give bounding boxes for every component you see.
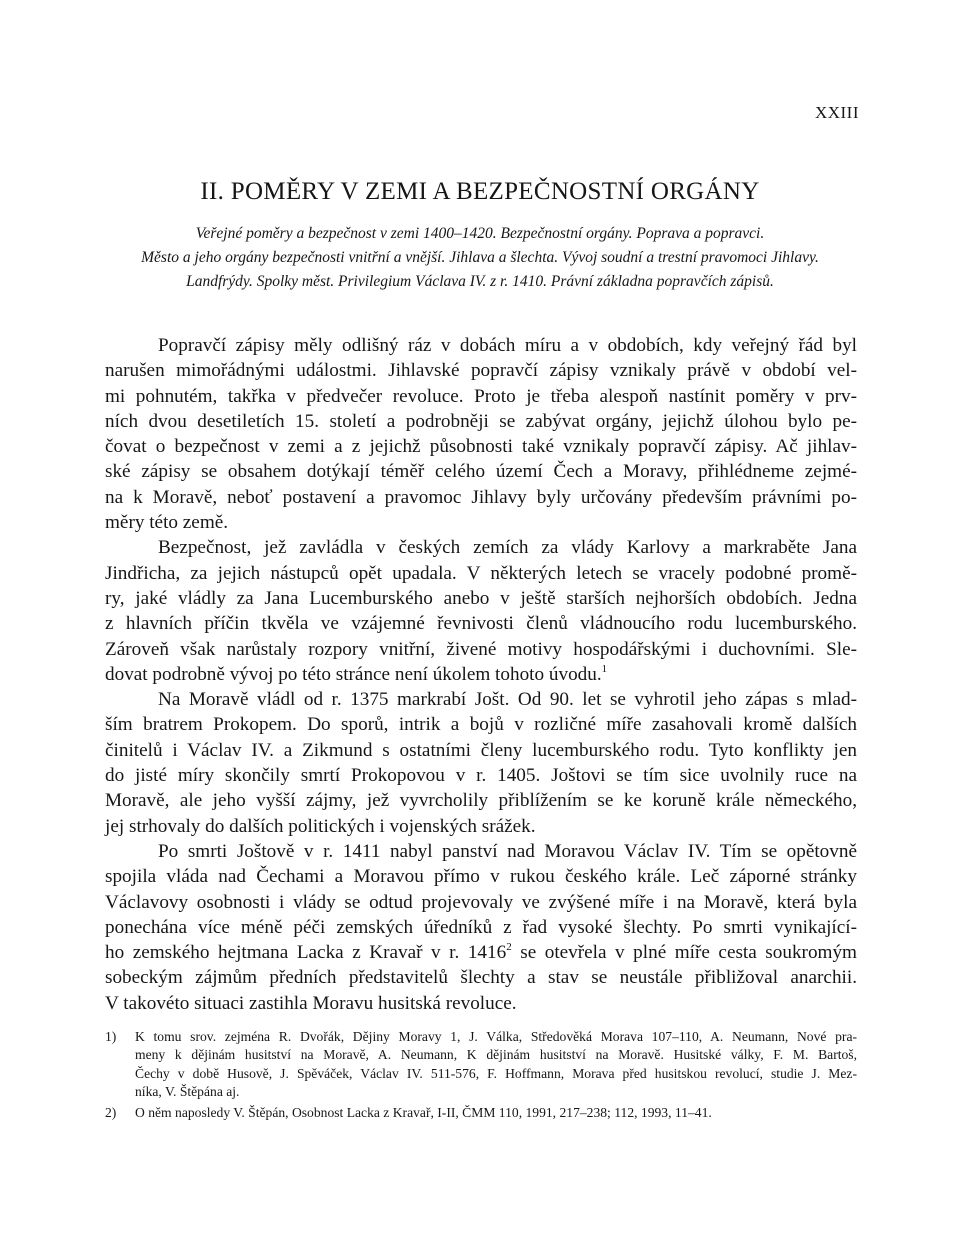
footnote-mark: 2) [105,1105,117,1121]
text-line: z hlavních příčin tkvěla ve vzájemné řevnivosti členů vládnoucího rodu lucemburského. [105,613,857,635]
footnote [105,1028,857,1101]
text-line: ry, jaké vládly za Jana Lucemburského anebo v ještě starších nejhorších obdobích. Jedna [105,587,857,609]
text-line: činitelů i Václav IV. a Zikmund s ostatními členy lucemburského rodu. Tyto konflikty jen [105,739,857,761]
text-line-with-footnote [105,662,857,687]
text-line: měry této země. [105,512,229,534]
summary-line: Veřejné poměry a bezpečnost v zemi 1400–1420. Bezpečnostní orgány. Poprava a popravci. [195,225,765,242]
text-fragment: ho zemského hejtmana Lacka z Kravař v r. 1416 [105,942,507,964]
text-line: ské zápisy se obsahem dotýkají téměř celého území Čech a Moravy, přihlédneme zejmé- [105,461,857,483]
chapter-summary [105,222,855,294]
text-line: ším bratrem Prokopem. Do sporů, intrik a bojů v rozličné míře zasahovali kromě dalších [105,714,857,736]
text-line: jej strhovaly do dalších politických i vojenských srážek. [105,815,536,837]
footnote-line: K tomu srov. zejména R. Dvořák, Dějiny Moravy 1, J. Válka, Středověká Morava 107–110, A. Neumann, Nové pra- [135,1029,857,1044]
footnote-ref: 2 [506,941,512,954]
text-line: Moravě, ale jeho vyšší zájmy, jež vyvrcholily přiblížením se ke koruně krále německého, [105,790,857,812]
text-line: do jisté míry skončily smrtí Prokopovou v r. 1405. Joštovi se tím sice uvolnily ruce na [105,765,857,787]
text-line: Bezpečnost, jež zavládla v českých zemích za vlády Karlovy a markraběte Jana [158,537,857,559]
footnote-line: níka, V. Štěpána aj. [135,1083,240,1099]
text-line: narušen mimořádnými událostmi. Jihlavské popravčí zápisy vznikaly právě v období vel- [105,360,857,382]
text-line: spojila vláda nad Čechami a Moravou přímo v rukou českého krále. Leč záporné stránky [105,866,857,888]
footnote [105,1104,857,1122]
text-line: V takovéto situaci zastihla Moravu husitská revoluce. [105,992,517,1014]
text-line: sobeckým zájmům předních představitelů šlechty a stav se neustále přibližoval anarchii. [105,967,857,989]
chapter-title: II. POMĚRY V ZEMI A BEZPEČNOSTNÍ ORGÁNY [200,178,760,205]
footnotes [105,1028,857,1125]
text-line: čovat o bezpečnost v zemi a z jejichž působnosti také vznikaly popravčí zápisy. Ač jihlav- [105,436,857,458]
text-line: Jindřicha, za jejich nástupců opět upadala. V některých letech se vracely podobné promě- [105,562,857,584]
text-line: Václavovy osobnosti i vlády se odtud projevovaly ve zvýšené míře i na Moravě, která byla [105,891,857,913]
footnote-line: Čechy v době Husově, J. Spěváček, Václav IV. 511-576, F. Hoffmann, Morava před husitskou revolucí, studie J. Mez- [135,1065,857,1081]
body-text [105,333,857,1016]
footnote-line: meny k dějinám husitství na Moravě, A. Neumann, K dějinám husitství na Moravě. Husitské války, F. M. Bartoš, [135,1047,857,1063]
text-line: Zároveň však narůstaly rozpory vnitřní, živené motivy hospodářskými i duchovními. Sle- [105,638,857,660]
text-line: na k Moravě, neboť postavení a pravomoc Jihlavy byly určovány především právními po- [105,486,857,508]
text-line: mi pohnutém, takřka v předvečer revoluce. Proto je třeba alespoň nastínit poměry v prv- [105,385,857,407]
text-line: Na Moravě vládl od r. 1375 markrabí Jošt. Od 90. let se vyhrotil jeho zápas s mlad- [158,689,857,711]
text-fragment: dovat podrobně vývoj po této stránce není úkolem tohoto úvodu. [105,663,602,685]
text-line: Po smrti Joštově v r. 1411 nabyl panství nad Moravou Václav IV. Tím se opětovně [158,840,857,862]
summary-line: Město a jeho orgány bezpečnosti vnitřní a vnější. Jihlava a šlechta. Vývoj soudní a trestní pravomoci Jihlavy. [141,249,819,266]
text-line-with-footnote [105,940,857,965]
text-line: ponechána více méně péči zemských úředníků z řad vysoké šlechty. Po smrti vynikající- [105,916,857,938]
footnote-mark: 1) [105,1029,117,1044]
footnote-line: O něm naposledy V. Štěpán, Osobnost Lacka z Kravař, I-II, ČMM 110, 1991, 217–238; 112, 1993, 11–41. [135,1105,712,1121]
footnote-ref: 1 [601,662,608,675]
text-line: Popravčí zápisy měly odlišný ráz v dobách míru a v obdobích, kdy veřejný řád byl [158,335,857,356]
page-number: XXIII [814,103,859,122]
text-line: ních dvou desetiletích 15. století a podrobněji se zabývat orgány, jejichž úlohou bylo pe- [105,410,857,432]
summary-line: Landfrýdy. Spolky měst. Privilegium Václava IV. z r. 1410. Právní základna popravčích zápisů. [186,273,774,290]
text-fragment: se otevřela v plné míře cesta soukromým [520,942,857,964]
